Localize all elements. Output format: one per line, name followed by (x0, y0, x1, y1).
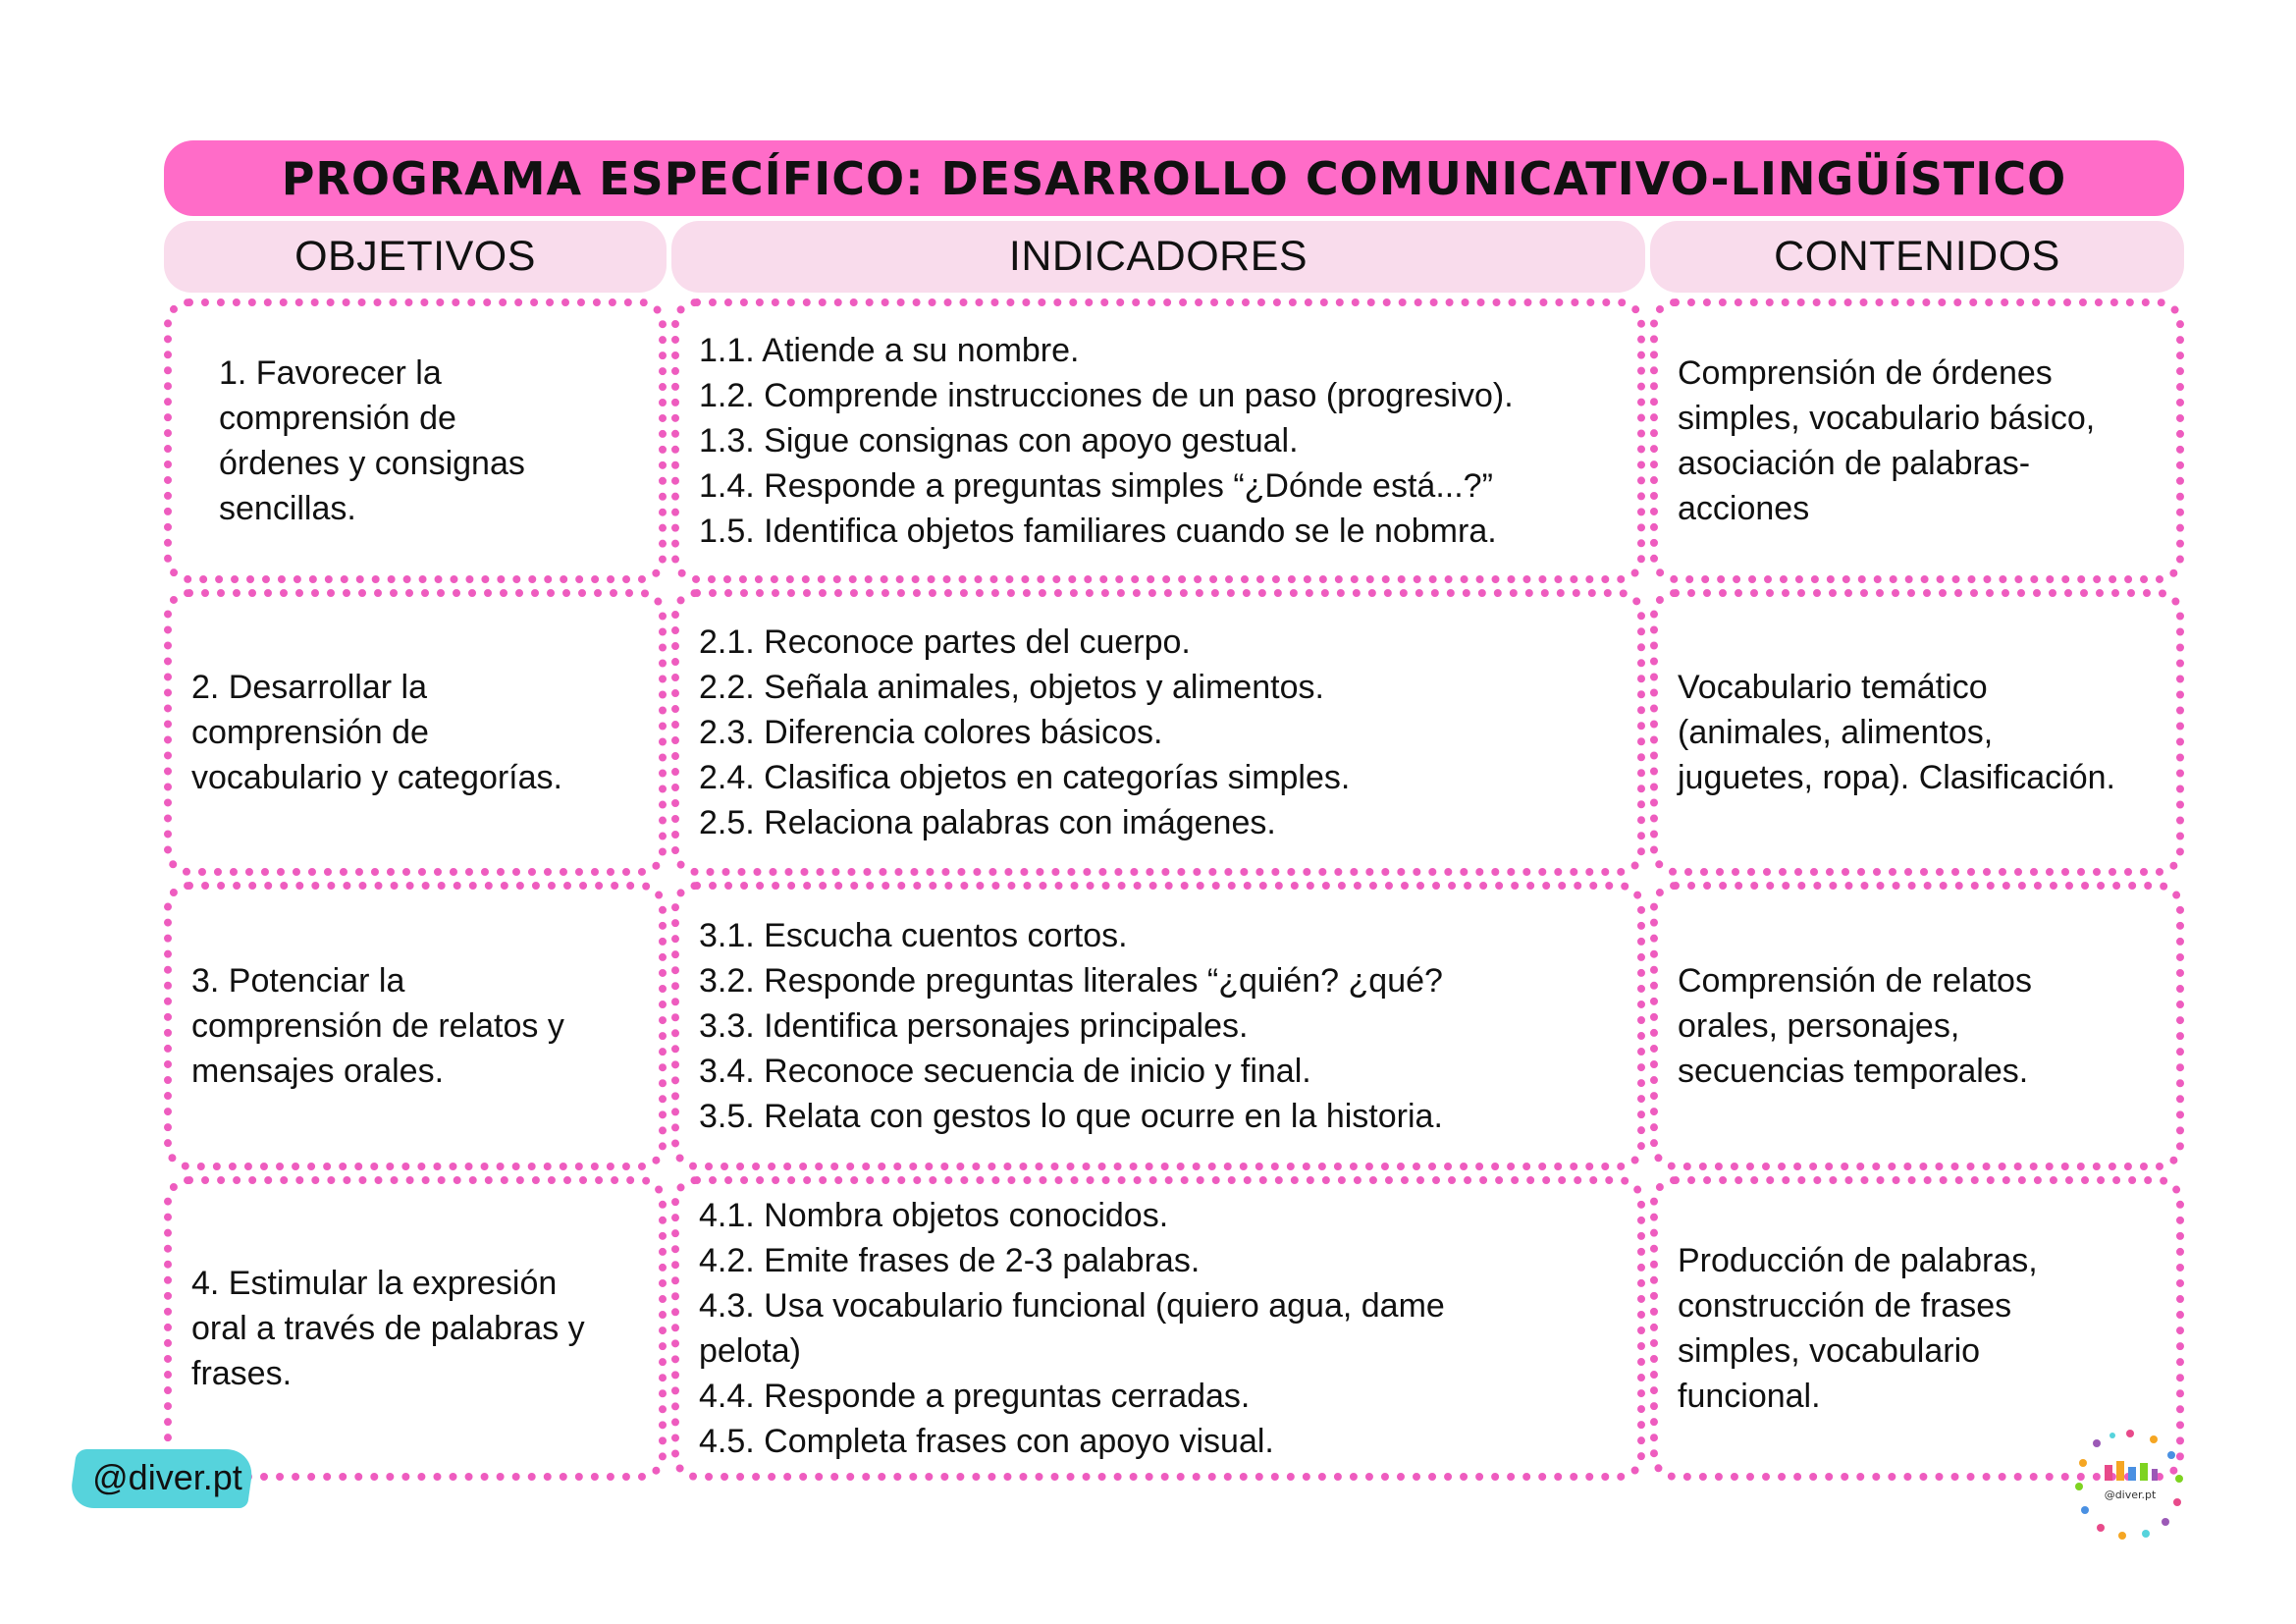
watermark-text: @diver.pt (92, 1457, 242, 1497)
table-row-3-contenidos (1650, 882, 2184, 1170)
header-objetivos-label: OBJETIVOS (294, 233, 536, 280)
title-banner (164, 140, 2184, 216)
table-row-2-contenidos (1650, 589, 2184, 876)
indicadores-text: 3.1. Escucha cuentos cortos. 3.2. Responde preguntas literales “¿quién? ¿qué? 3.3. Identifica personajes principales. 3.4. Reconoce secuencia de inicio y final. 3.5. Relata con gestos lo que ocurre en la historia. (699, 917, 1443, 1135)
contenidos-text: Comprensión de órdenes simples, vocabulario básico, asociación de palabras- acciones (1678, 354, 2096, 527)
diver-logo-icon (2071, 1426, 2189, 1543)
contenidos-text: Comprensión de relatos orales, personajes, secuencias temporales. (1678, 962, 2032, 1090)
indicadores-text: 1.1. Atiende a su nombre. 1.2. Comprende instrucciones de un paso (progresivo). 1.3. Sigue consignas con apoyo gestual. 1.4. Responde a preguntas simples “¿Dónde está...?” 1.5. Identifica objetos familiares cuando se le nobmra. (699, 332, 1514, 550)
objetivo-text: 2. Desarrollar la comprensión de vocabulario y categorías. (191, 669, 562, 796)
table-row-1-contenidos (1650, 298, 2184, 583)
objetivo-text: 4. Estimular la expresión oral a través de palabras y frases. (191, 1265, 585, 1392)
table-row-1-objetivo (164, 298, 667, 583)
table-row-1-indicadores (671, 298, 1645, 583)
indicadores-text: 4.1. Nombra objetos conocidos. 4.2. Emite frases de 2-3 palabras. 4.3. Usa vocabulario funcional (quiero agua, dame pelota) 4.4. Responde a preguntas cerradas. 4.5. Completa frases con apoyo visual. (699, 1197, 1445, 1460)
logo-text: @diver.pt (2104, 1489, 2157, 1501)
table-row-3-indicadores (671, 882, 1645, 1170)
objetivo-text: 3. Potenciar la comprensión de relatos y mensajes orales. (191, 962, 564, 1090)
page-title: PROGRAMA ESPECÍFICO: DESARROLLO COMUNICATIVO-LINGÜÍSTICO (281, 151, 2067, 205)
table-row-3-objetivo (164, 882, 667, 1170)
watermark-badge (69, 1449, 255, 1508)
header-contenidos (1650, 221, 2184, 293)
table-row-4-indicadores (671, 1176, 1645, 1481)
header-indicadores-label: INDICADORES (1008, 233, 1308, 280)
objetivo-text: 1. Favorecer la comprensión de órdenes y consignas sencillas. (219, 354, 525, 527)
contenidos-text: Producción de palabras, construcción de frases simples, vocabulario funcional. (1678, 1242, 2038, 1415)
contenidos-text: Vocabulario temático (animales, alimentos, juguetes, ropa). Clasificación. (1678, 669, 2116, 796)
table-row-2-indicadores (671, 589, 1645, 876)
header-indicadores (671, 221, 1645, 293)
table-row-2-objetivo (164, 589, 667, 876)
header-objetivos (164, 221, 667, 293)
header-contenidos-label: CONTENIDOS (1774, 233, 2060, 280)
table-row-4-objetivo (164, 1176, 667, 1481)
indicadores-text: 2.1. Reconoce partes del cuerpo. 2.2. Señala animales, objetos y alimentos. 2.3. Diferencia colores básicos. 2.4. Clasifica objetos en categorías simples. 2.5. Relaciona palabras con imágenes. (699, 623, 1351, 841)
